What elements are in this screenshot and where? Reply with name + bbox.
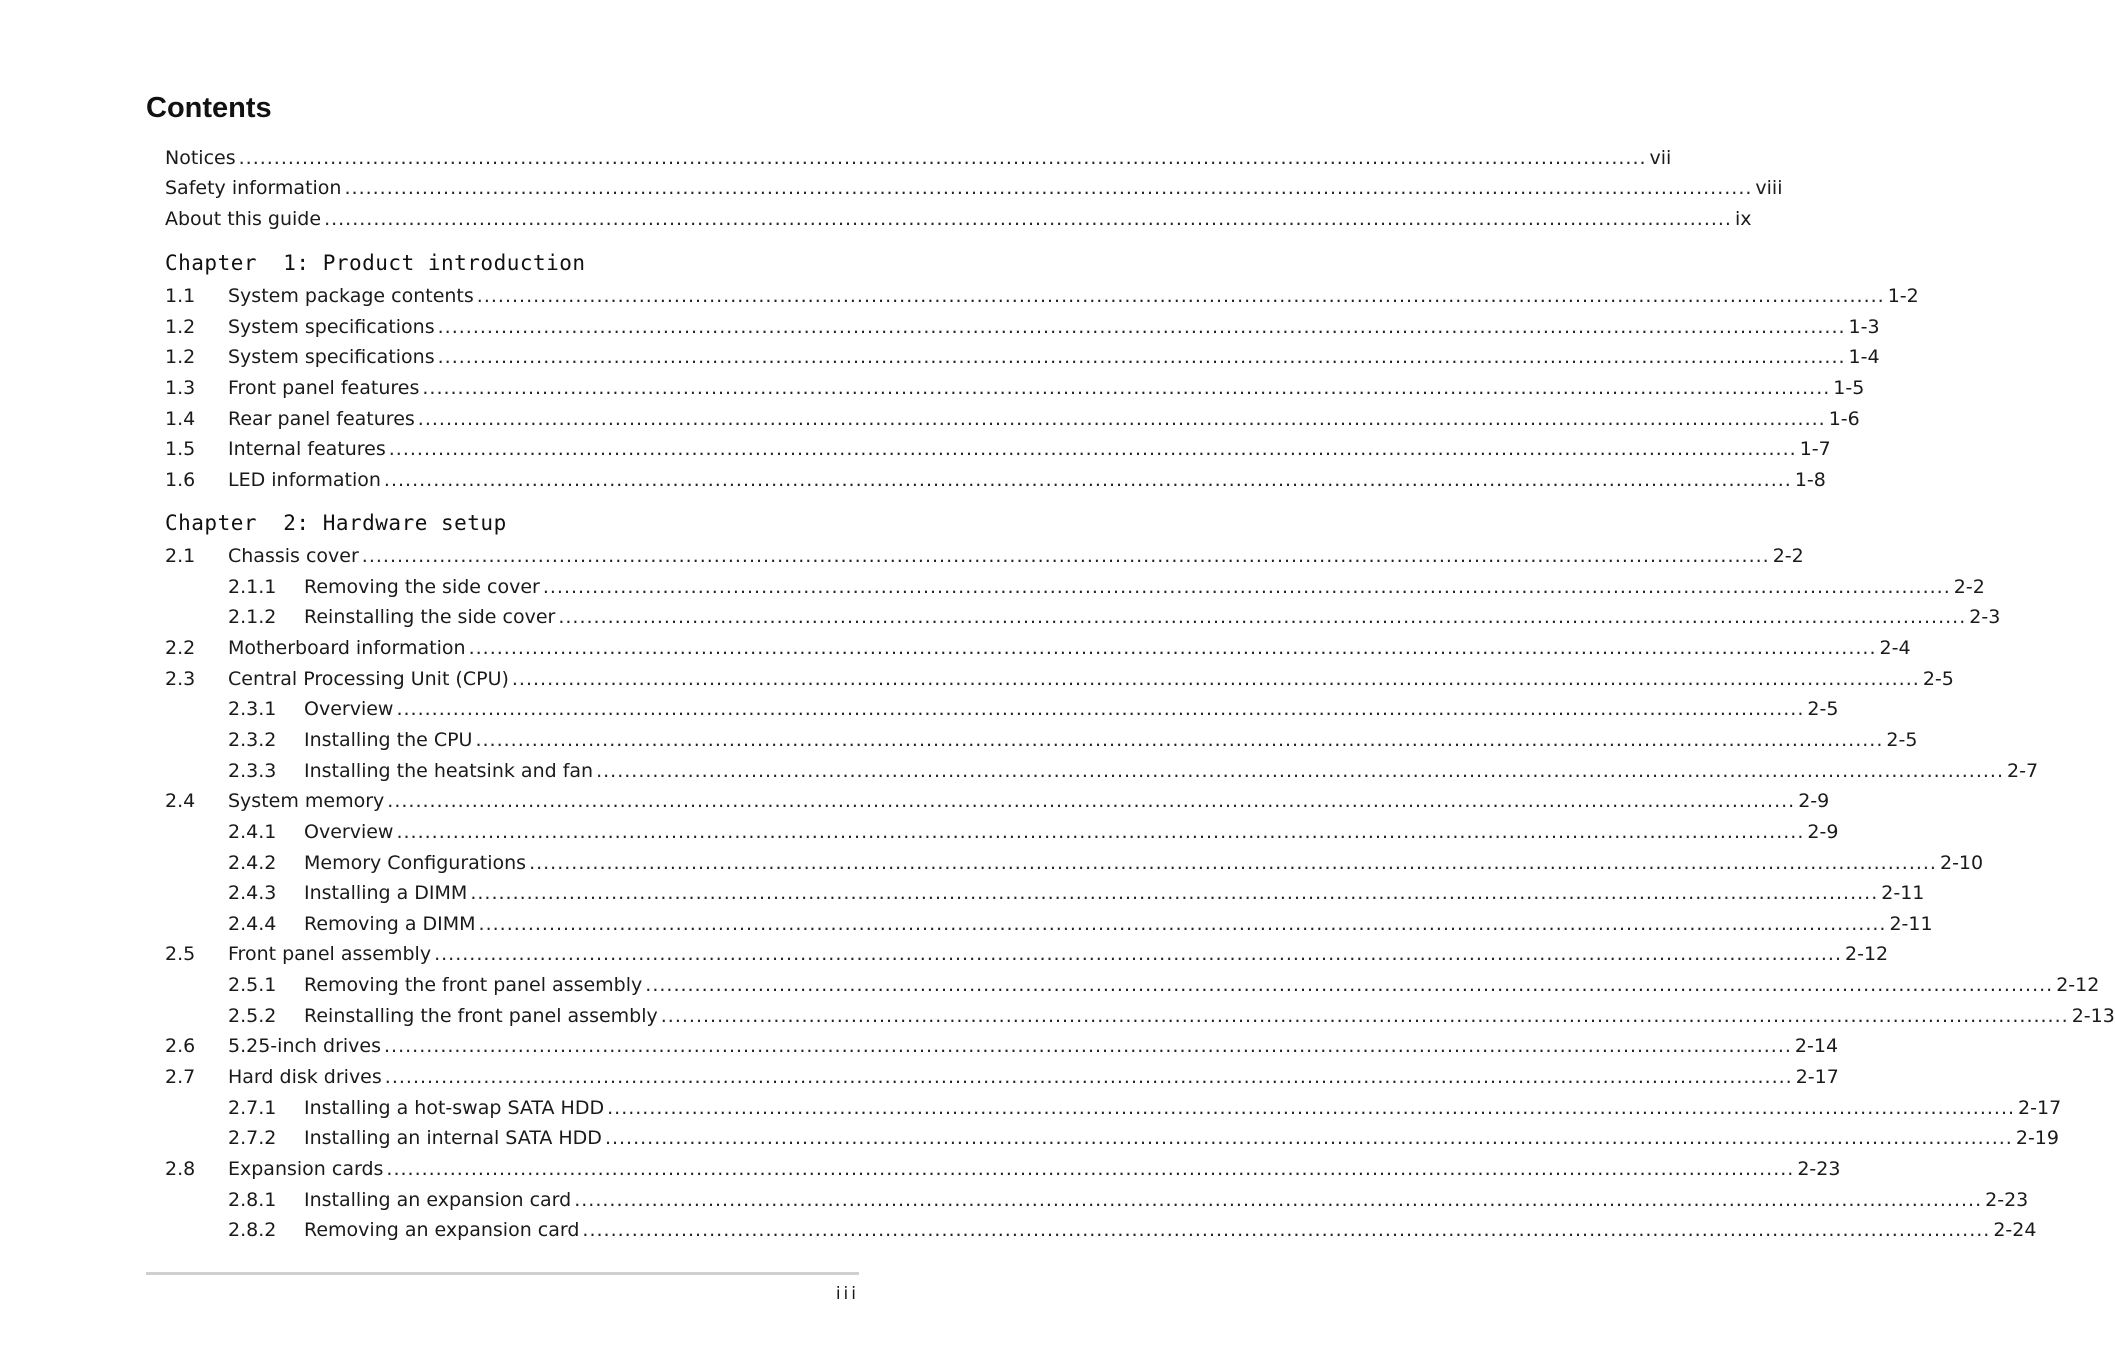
toc-entry[interactable] — [165, 541, 1804, 571]
section-number: 2.4.3 — [228, 882, 277, 904]
toc-entry[interactable] — [165, 312, 1880, 342]
toc-entry[interactable] — [165, 434, 1831, 464]
section-number: 2.7.2 — [228, 1127, 277, 1149]
section-number: 2.5.1 — [228, 974, 277, 996]
section-number: 2.3.1 — [228, 698, 277, 720]
toc-entry[interactable] — [165, 602, 2001, 632]
entry-title: Expansion cards — [228, 1158, 384, 1180]
entry-title: Hard disk drives — [228, 1066, 382, 1088]
dot-leader: ........................................................................................................................................................................................................ — [511, 668, 1920, 690]
toc-entry[interactable] — [165, 281, 1919, 311]
dot-leader: ........................................................................................................................................................................................................ — [478, 913, 1887, 935]
dot-leader: ........................................................................................................................................................................................................ — [437, 346, 1846, 368]
page-ref: 2-23 — [1797, 1158, 1841, 1180]
dot-leader: ........................................................................................................................................................................................................ — [344, 177, 1753, 199]
dot-leader: ........................................................................................................................................................................................................ — [361, 545, 1770, 567]
toc-entry[interactable] — [165, 1031, 1839, 1061]
entry-title: System memory — [228, 790, 385, 812]
section-number: 2.7 — [165, 1066, 196, 1088]
dot-leader: ........................................................................................................................................................................................................ — [542, 576, 1951, 598]
page-ref: 2-17 — [1795, 1066, 1839, 1088]
dot-leader: ........................................................................................................................................................................................................ — [660, 1005, 2069, 1027]
page-ref: ix — [1734, 208, 1752, 230]
toc-entry[interactable] — [165, 725, 1918, 755]
page-ref: 2-12 — [2056, 974, 2100, 996]
page-ref: 1-5 — [1833, 377, 1865, 399]
section-number: 2.6 — [165, 1035, 196, 1057]
dot-leader: ........................................................................................................................................................................................................ — [596, 760, 2005, 782]
page-ref: 2-5 — [1807, 698, 1839, 720]
toc-entry[interactable] — [165, 909, 1933, 939]
dot-leader: ........................................................................................................................................................................................................ — [470, 882, 1879, 904]
page-ref: 2-3 — [1969, 606, 2001, 628]
page-ref: 2-2 — [1772, 545, 1804, 567]
toc-entry[interactable] — [165, 786, 1830, 816]
toc-entry[interactable] — [165, 404, 1860, 434]
entry-title: Rear panel features — [228, 408, 415, 430]
toc-entry[interactable] — [165, 633, 1911, 663]
dot-leader: ........................................................................................................................................................................................................ — [574, 1189, 1983, 1211]
dot-leader: ........................................................................................................................................................................................................ — [468, 637, 1877, 659]
section-number: 2.5 — [165, 943, 196, 965]
page-ref: 2-23 — [1985, 1189, 2029, 1211]
dot-leader: ........................................................................................................................................................................................................ — [388, 438, 1797, 460]
toc-entry[interactable] — [165, 1001, 2115, 1031]
dot-leader: ........................................................................................................................................................................................................ — [396, 698, 1805, 720]
section-number: 2.1.1 — [228, 576, 277, 598]
entry-title: Front panel assembly — [228, 943, 432, 965]
entry-title: Removing the front panel assembly — [304, 974, 643, 996]
page-ref: 2-9 — [1798, 790, 1830, 812]
entry-title: LED information — [228, 469, 381, 491]
entry-title: Installing a hot-swap SATA HDD — [304, 1097, 605, 1119]
toc-entry[interactable] — [165, 878, 1925, 908]
section-number: 1.2 — [165, 316, 196, 338]
section-number: 1.1 — [165, 285, 196, 307]
chapter-heading: Chapter 2: Hardware setup — [165, 511, 507, 535]
page-ref: 2-2 — [1953, 576, 1985, 598]
section-number: 2.1.2 — [228, 606, 277, 628]
section-number: 2.8.2 — [228, 1219, 277, 1241]
section-number: 1.5 — [165, 438, 196, 460]
page-ref: 2-19 — [2015, 1127, 2059, 1149]
page-number: iii — [835, 1284, 859, 1304]
page-ref: vii — [1649, 147, 1672, 169]
page-ref: 2-5 — [1922, 668, 1954, 690]
section-number: 1.4 — [165, 408, 196, 430]
page-ref: 2-5 — [1886, 729, 1918, 751]
entry-title: 5.25-inch drives — [228, 1035, 381, 1057]
toc-entry[interactable] — [165, 465, 1826, 495]
toc-entry[interactable] — [165, 817, 1839, 847]
entry-title: Motherboard information — [228, 637, 466, 659]
entry-title: About this guide — [165, 208, 322, 230]
page-ref: 1-3 — [1848, 316, 1880, 338]
toc-entry[interactable] — [165, 939, 1889, 969]
toc-entry[interactable] — [165, 1123, 2059, 1153]
entry-title: Removing an expansion card — [304, 1219, 580, 1241]
entry-title: System specifications — [228, 316, 435, 338]
page-ref: 2-10 — [1939, 852, 1984, 874]
page-title: Contents — [146, 92, 272, 124]
dot-leader: ........................................................................................................................................................................................................ — [417, 408, 1826, 430]
toc-entry[interactable] — [165, 694, 1839, 724]
toc-entry[interactable] — [165, 1154, 1841, 1184]
entry-title: Overview — [304, 821, 394, 843]
dot-leader: ........................................................................................................................................................................................................ — [476, 285, 1885, 307]
entry-title: Installing the heatsink and fan — [304, 760, 594, 782]
toc-entry[interactable] — [165, 1093, 2062, 1123]
dot-leader: ........................................................................................................................................................................................................ — [582, 1219, 1991, 1241]
section-number: 2.3.2 — [228, 729, 277, 751]
entry-title: Installing a DIMM — [304, 882, 468, 904]
dot-leader: ........................................................................................................................................................................................................ — [386, 1158, 1795, 1180]
toc-entry[interactable] — [165, 664, 1954, 694]
section-number: 2.4.4 — [228, 913, 277, 935]
entry-title: Removing the side cover — [304, 576, 540, 598]
dot-leader: ........................................................................................................................................................................................................ — [384, 1066, 1793, 1088]
entry-title: Internal features — [228, 438, 386, 460]
section-number: 2.1 — [165, 545, 196, 567]
dot-leader: ........................................................................................................................................................................................................ — [434, 943, 1842, 965]
page-ref: 2-17 — [2018, 1097, 2062, 1119]
entry-title: Reinstalling the side cover — [304, 606, 556, 628]
entry-title: Central Processing Unit (CPU) — [228, 668, 509, 690]
toc-entry[interactable] — [165, 756, 2039, 786]
section-number: 2.3.3 — [228, 760, 277, 782]
dot-leader: ........................................................................................................................................................................................................ — [645, 974, 2054, 996]
entry-title: Installing an internal SATA HDD — [304, 1127, 602, 1149]
entry-title: Notices — [165, 147, 236, 169]
page-ref: 2-7 — [2007, 760, 2039, 782]
section-number: 2.5.2 — [228, 1005, 277, 1027]
toc-entry[interactable] — [165, 1062, 1839, 1092]
entry-title: System package contents — [228, 285, 474, 307]
section-number: 2.2 — [165, 637, 196, 659]
dot-leader: ........................................................................................................................................................................................................ — [529, 852, 1937, 874]
page-ref: 1-2 — [1887, 285, 1919, 307]
section-number: 2.4.1 — [228, 821, 277, 843]
toc-entry[interactable] — [165, 373, 1865, 403]
entry-title: Front panel features — [228, 377, 420, 399]
page-ref: 1-6 — [1828, 408, 1860, 430]
entry-title: System specifications — [228, 346, 435, 368]
page-ref: 2-12 — [1845, 943, 1889, 965]
chapter-heading: Chapter 1: Product introduction — [165, 251, 586, 275]
entry-title: Installing an expansion card — [304, 1189, 572, 1211]
section-number: 2.3 — [165, 668, 196, 690]
dot-leader: ........................................................................................................................................................................................................ — [384, 1035, 1792, 1057]
page-ref: 2-9 — [1807, 821, 1839, 843]
section-number: 1.6 — [165, 469, 196, 491]
section-number: 2.8 — [165, 1158, 196, 1180]
section-number: 2.7.1 — [228, 1097, 277, 1119]
entry-title: Memory Configurations — [304, 852, 527, 874]
page-ref: 2-14 — [1794, 1035, 1839, 1057]
page-ref: 2-24 — [1993, 1219, 2037, 1241]
page-ref: 1-4 — [1848, 346, 1880, 368]
dot-leader: ........................................................................................................................................................................................................ — [396, 821, 1805, 843]
page-ref: viii — [1755, 177, 1783, 199]
toc-entry[interactable] — [165, 1215, 2037, 1245]
section-number: 2.8.1 — [228, 1189, 277, 1211]
dot-leader: ........................................................................................................................................................................................................ — [383, 469, 1792, 491]
toc-entry[interactable] — [165, 1185, 2029, 1215]
entry-title: Chassis cover — [228, 545, 359, 567]
entry-title: Reinstalling the front panel assembly — [304, 1005, 658, 1027]
section-number: 1.2 — [165, 346, 196, 368]
entry-title: Removing a DIMM — [304, 913, 476, 935]
toc-entry[interactable] — [165, 143, 1672, 173]
section-number: 2.4 — [165, 790, 196, 812]
section-number: 1.3 — [165, 377, 196, 399]
page-ref: 2-4 — [1879, 637, 1911, 659]
dot-leader: ........................................................................................................................................................................................................ — [604, 1127, 2013, 1149]
dot-leader: ........................................................................................................................................................................................................ — [607, 1097, 2016, 1119]
toc-entry[interactable] — [165, 204, 1752, 234]
toc-entry[interactable] — [165, 572, 1985, 602]
dot-leader: ........................................................................................................................................................................................................ — [324, 208, 1732, 230]
dot-leader: ........................................................................................................................................................................................................ — [437, 316, 1846, 338]
entry-title: Safety information — [165, 177, 342, 199]
page-ref: 2-11 — [1889, 913, 1933, 935]
dot-leader: ........................................................................................................................................................................................................ — [422, 377, 1831, 399]
page-ref: 1-7 — [1799, 438, 1831, 460]
dot-leader: ........................................................................................................................................................................................................ — [387, 790, 1796, 812]
section-number: 2.4.2 — [228, 852, 277, 874]
page-ref: 1-8 — [1794, 469, 1826, 491]
toc-entry[interactable] — [165, 342, 1880, 372]
footer-divider — [146, 1272, 859, 1275]
toc-entry[interactable] — [165, 848, 1984, 878]
dot-leader: ........................................................................................................................................................................................................ — [238, 147, 1647, 169]
page-ref: 2-11 — [1881, 882, 1925, 904]
dot-leader: ........................................................................................................................................................................................................ — [475, 729, 1884, 751]
toc-entry[interactable] — [165, 970, 2100, 1000]
entry-title: Overview — [304, 698, 394, 720]
page-ref: 2-13 — [2071, 1005, 2115, 1027]
dot-leader: ........................................................................................................................................................................................................ — [558, 606, 1967, 628]
toc-entry[interactable] — [165, 173, 1783, 203]
entry-title: Installing the CPU — [304, 729, 473, 751]
